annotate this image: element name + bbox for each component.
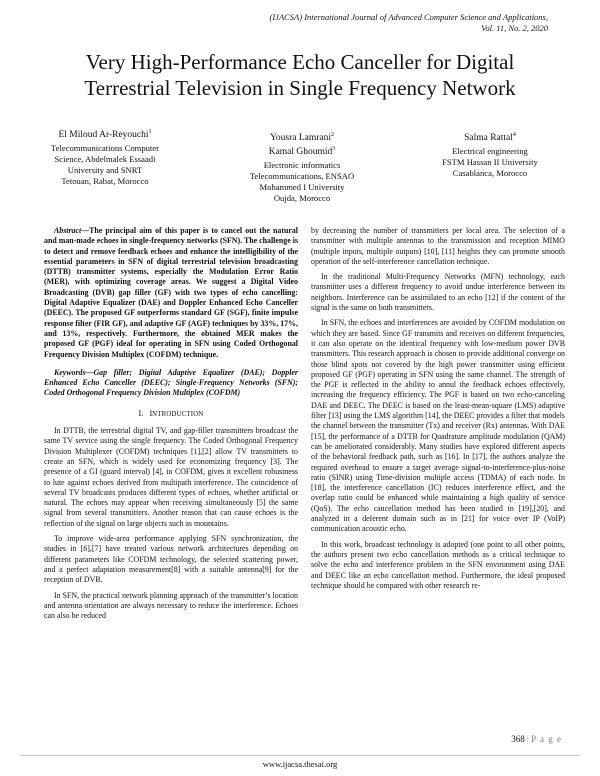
affiliation-line: University and SNRT	[67, 165, 143, 176]
affiliation-line: Science, Abdelmalek Essaadi	[54, 154, 156, 165]
abstract: Abstract—The principal aim of this paper is to cancel out the natural and man-made echoes in single-frequency networks (SFN). The challenge is to detect and remove feedback echoes and enhance the intelligibility of the essential parameters in SFN of digital terrestrial television broadcasting (DTTB) transmitter systems, especially the Modulation Error Ratio (MER), with optimizing coverage areas. We suggest a Digital Video Broadcasting (DVB) gap filler (GF) with two types of echo cancelling: Digital Adaptive Equalizer (DAE) and Doppler Enhanced Echo Canceller (DEEC). The proposed GF outperforms standard GF (SGF), finite impulse response filter (FIR GF), and adaptive GF (AGF) techniques by 33%, 17%, and 13%, respectively. Furthermore, the obtained MER makes the proposed GF (PGF) ideal for operating in SFN using Coded Orthogonal Frequency Division Multiplex (COFDM) technique.	[44, 226, 298, 359]
author-name: Kamal Ghoumid$^3$	[268, 146, 336, 158]
affiliation-line: FSTM Hassan II University	[442, 157, 538, 168]
journal-header	[270, 12, 548, 34]
paragraph: In DTTB, the terrestrial digital TV, and gap-filler transmitters broadcast the same TV service using the single frequency. The Coded Orthogonal Frequency Division Multiplexer (COFDM) techniques [1],[2] allow TV transmitters to create an SFN, which is widely used for economizing frequency [3]. The presence of a GI (guard interval) [4], in COFDM, gives it excellent robustness to lute against echoes derived from multipath interference. The coincidence of several TV broadcasts produces different types of echoes, whether artificial or natural. The echoes may appear when receiving simultaneously [5] the same signal from several transmitters. Another reason that can cause echoes is the reflection of the signal on large objects such as mountains.	[44, 426, 298, 528]
section-heading: I. INTRODUCTION	[138, 408, 204, 418]
journal-name: (IJACSA) International Journal of Advanced Computer Science and Applications,	[269, 12, 548, 22]
title-line-2: Terrestrial Television in Single Frequency Network	[84, 76, 516, 100]
affiliation-line: Tetouan, Rabat, Morocco	[61, 176, 149, 187]
paragraph: In SFN, the echoes and interferences are avoided by COFDM modulation on which they are based. Since GF transmits and receives on different frequencies, it can also operate on the identical frequency with low-medium power DVB transmitters. This research approach is chosen to provide additional converge on those blind spots not covered by the high power transmitter using efficient proposed GF (PGF) operating in SFN using the same channel. The strength of the PGF is reflected in the ability to annul the feedback echoes effectively, increasing the frequency efficiency. The PGF is based on two echo-canceling DAE and DEEC. The DEEC is based on the least-mean-square (LMS) adaptive filter [13] using the LMS algorithm [14], the DEEC provides a filter that models the channel between the transmitter (Tx) and receiver (Rx) antennas. With DAE [15], the performance of a DTTB for Quadrature amplitude modulation (QAM) can be ameliorated considerably. Many studies have explored different aspects of the behavioral feedback path, such as [16]. In [17], the authors analyze the required overhead to ensure a target average signal-to-interference-plus-noise ratio (SINR) using Time-division multiple access (TDMA) of each node. In [18], the interference cancellation (IC) reduces interference effect, and the overlap ratio could be enhanced while maintaining a high quality of service (QoS). The echo cancellation method has been studied in [19],[20], and analyzed in a deferent domain such as in [21] for voice over IP (VoIP) communication acoustic echo.	[311, 318, 565, 534]
paragraph: by decreasing the number of transmitters per local area. The selection of a transmitter with multiple antennas to the transmission and reception MIMO (multiple inputs, multiple outputs) [10], [11] heights they can promote smooth operation of the self-interference cancellation technique.	[311, 226, 565, 266]
affiliation-line: Oujda, Morocco	[273, 193, 331, 204]
journal-volume: Vol. 11, No. 2, 2020	[481, 23, 548, 33]
footer-website: www.ijacsa.thesai.org	[262, 759, 338, 769]
footer-divider	[20, 755, 580, 756]
affiliation-line: Telecommunications, ENSAO	[249, 171, 355, 182]
paragraph: In SFN, the practical network planning approach of the transmitter’s location and antenna orientation are always necessary to reduce the interference. Echoes can also be reduced	[44, 590, 298, 621]
affiliation-line: Electronic informatics	[263, 160, 341, 171]
paragraph: To improve wide-area performance applying SFN synchronization, the studies in [6],[7] have treated various network architectures depending on different parameters like COFDM technology, the selected scattering power, and a perfect adaptation measurement[8] with a suitable antenna[9] for the reception of DVB.	[44, 534, 298, 585]
author-block-2	[222, 130, 382, 204]
paper-title	[40, 49, 560, 101]
author-block-1	[30, 127, 180, 187]
author-name: El Miloud Ar-Reyouchi$^1$	[58, 129, 152, 141]
author-name: Yousra Lamrani$^2$	[269, 132, 335, 144]
right-column	[311, 226, 565, 591]
affiliation-line: Casablanca, Morocco	[452, 168, 528, 179]
paragraph: In this work, broadcast technology is adopted (one point to all other points, the authors present two echo cancellation methods as a critical technique to solve the echo and interference problem in the SFN environment using DAE and DEEC like an echo cancellation method. Furthermore, the ideal proposed technique should be compared with other research re-	[311, 539, 565, 590]
affiliation-line: Mohammed I University	[259, 182, 345, 193]
paragraph: In the traditional Multi-Frequency Networks (MFN) technology, each transmitter uses a different frequency to avoid undue interference between its neighbors. Interference can be assimilated to an echo [12] if the content of the signal is the same on both transmitters.	[311, 272, 565, 313]
affiliation-line: Telecommunications Computer	[51, 143, 159, 154]
keywords: Keywords—Gap filler; Digital Adaptive Equalizer (DAE); Doppler Enhanced Echo Canceller (DEEC); Single-Frequency Networks (SFN); Coded Orthogonal Frequency Division Multiplex (COFDM)	[44, 367, 298, 398]
left-column	[44, 226, 298, 621]
title-line-1: Very High-Performance Echo Canceller for Digital	[85, 50, 515, 74]
author-block-3	[415, 130, 565, 179]
page-number: 368 | P a g e	[511, 734, 562, 744]
author-name: Salma Rattal$^4$	[464, 132, 516, 144]
affiliation-line: Electrical engineering	[452, 146, 528, 157]
